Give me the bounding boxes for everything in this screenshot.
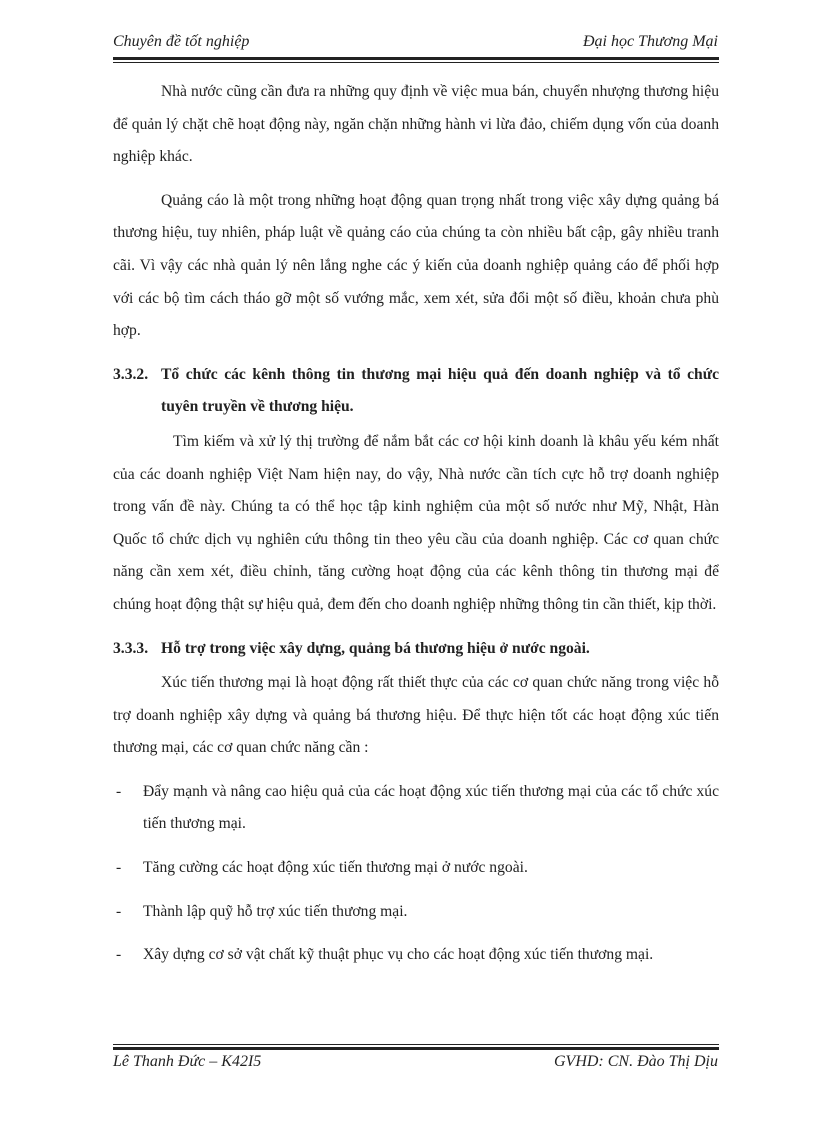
- list-item-text: Thành lập quỹ hỗ trợ xúc tiến thương mại.: [143, 902, 408, 920]
- paragraph: Xúc tiến thương mại là hoạt động rất thiết thực của các cơ quan chức năng trong việc hỗ trợ doanh nghiệp xây dựng và quảng bá thương hiệu. Để thực hiện tốt các hoạt động xúc tiến thương mại, các cơ quan chức năng cần :: [113, 674, 719, 757]
- paragraph: Nhà nước cũng cần đưa ra những quy định về việc mua bán, chuyển nhượng thương hiệu để quản lý chặt chẽ hoạt động này, ngăn chặn những hành vi lừa đảo, chiếm dụng vốn của doanh nghiệp khác.: [113, 83, 719, 166]
- footer-author: Lê Thanh Đức – K42I5: [113, 1053, 262, 1070]
- section-heading-3-3-2: [113, 359, 719, 424]
- section-title: Hỗ trợ trong việc xây dựng, quảng bá thương hiệu ở nước ngoài.: [161, 639, 590, 657]
- header-document-type: Chuyên đề tốt nghiệp: [113, 33, 250, 50]
- section-number: 3.3.2.: [113, 365, 149, 383]
- header-rule-thin: [113, 62, 719, 63]
- paragraph: Quảng cáo là một trong những hoạt động quan trọng nhất trong việc xây dựng quảng bá thương hiệu, tuy nhiên, pháp luật về quảng cáo của chúng ta còn nhiều bất cập, gây nhiều tranh cãi. Vì vậy các nhà quản lý nên lắng nghe các ý kiến của doanh nghiệp quảng cáo để phối hợp với các bộ tìm cách tháo gỡ một số vướng mắc, xem xét, sửa đổi một số điều, khoản chưa phù hợp.: [113, 191, 719, 340]
- page-header: [113, 33, 718, 55]
- list-item: [113, 852, 719, 885]
- list-item: [113, 939, 719, 972]
- bullet-marker: -: [116, 902, 122, 920]
- footer-rule-thick: [113, 1047, 719, 1050]
- footer-rule-thin: [113, 1044, 719, 1045]
- page-footer: [113, 1053, 718, 1075]
- section-title: Tổ chức các kênh thông tin thương mại hiệu quả đến doanh nghiệp và tổ chức tuyên truyền về thương hiệu.: [161, 365, 719, 416]
- list-item-text: Xây dựng cơ sở vật chất kỹ thuật phục vụ cho các hoạt động xúc tiến thương mại.: [143, 946, 654, 964]
- list-item-text: Đẩy mạnh và nâng cao hiệu quả của các hoạt động xúc tiến thương mại của các tổ chức xúc tiến thương mại.: [143, 782, 719, 833]
- footer-supervisor: GVHD: CN. Đào Thị Dịu: [553, 1053, 718, 1070]
- bullet-marker: -: [116, 859, 122, 877]
- list-item-text: Tăng cường các hoạt động xúc tiến thương mại ở nước ngoài.: [143, 859, 528, 877]
- bullet-marker: -: [116, 946, 122, 964]
- section-heading-3-3-3: [113, 633, 719, 666]
- header-university: Đại học Thương Mại: [582, 33, 718, 50]
- list-item: [113, 896, 719, 929]
- section-number: 3.3.3.: [113, 639, 149, 657]
- header-rule-thick: [113, 57, 719, 60]
- list-item: [113, 776, 719, 841]
- paragraph: Tìm kiếm và xử lý thị trường để nắm bắt các cơ hội kinh doanh là khâu yếu kém nhất của các doanh nghiệp Việt Nam hiện nay, do vậy, Nhà nước cần tích cực hỗ trợ doanh nghiệp trong vấn đề này. Chúng ta có thể học tập kinh nghiệm của một số nước như Mỹ, Nhật, Hàn Quốc tổ chức dịch vụ nghiên cứu thông tin theo yêu cầu của doanh nghiệp. Các cơ quan chức năng cần xem xét, điều chỉnh, tăng cường hoạt động của các kênh thông tin thương mại để chúng hoạt động thật sự hiệu quả, đem đến cho doanh nghiệp những thông tin cần thiết, kịp thời.: [113, 432, 719, 613]
- bullet-marker: -: [116, 782, 122, 800]
- page-body: [113, 76, 719, 983]
